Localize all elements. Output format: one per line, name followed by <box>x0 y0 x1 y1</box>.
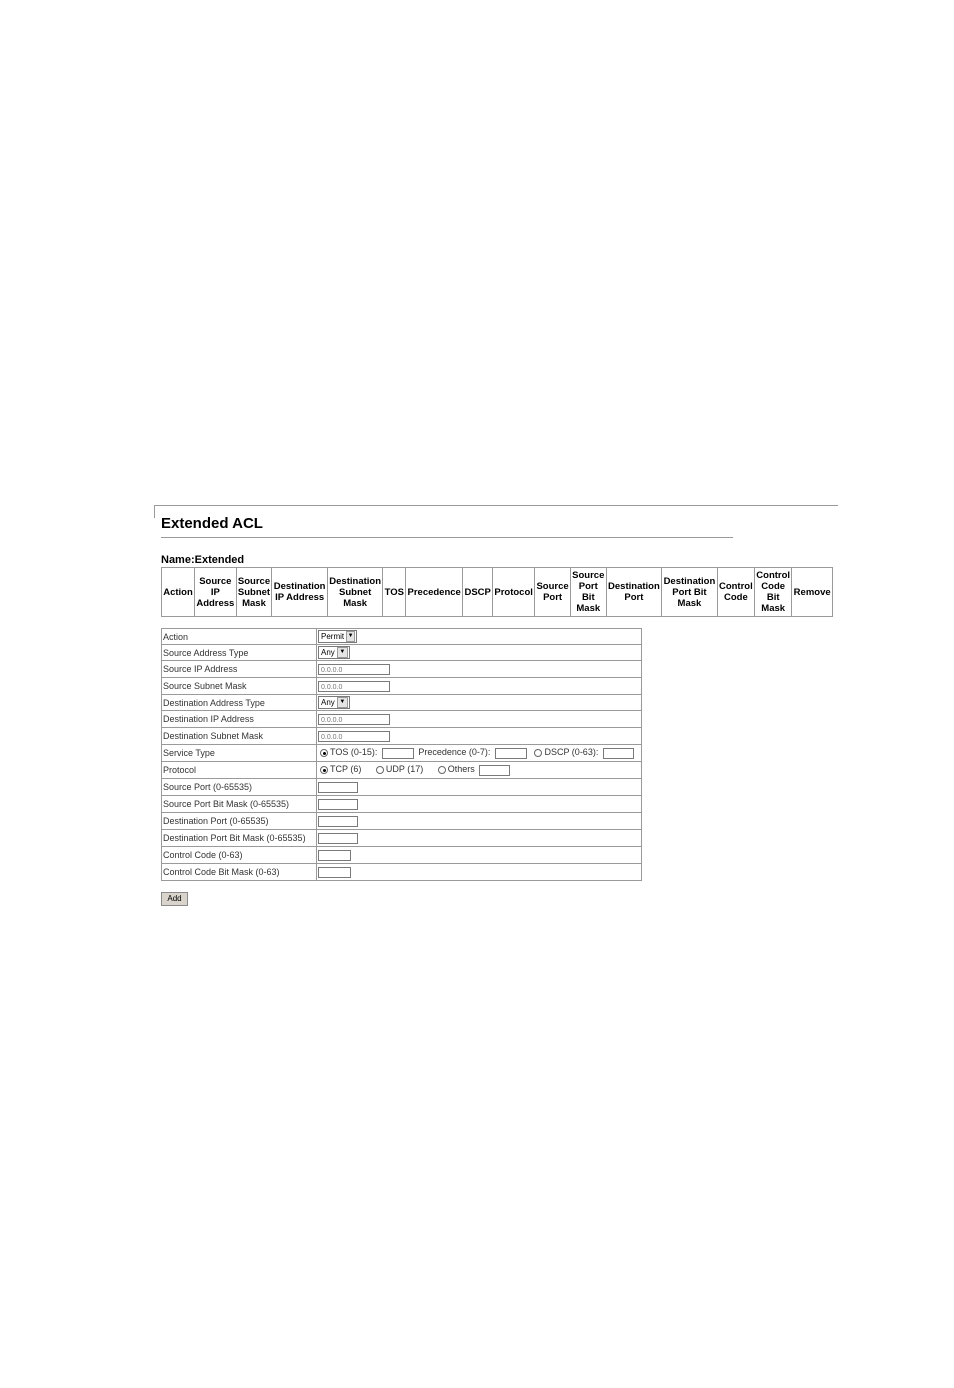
tos-input[interactable] <box>382 748 414 759</box>
form-row-dest-ip <box>162 711 642 728</box>
column-header-line: IP Address <box>275 592 325 603</box>
column-header <box>606 568 662 617</box>
action-select[interactable] <box>318 630 357 643</box>
form-row-dest-port-mask <box>162 830 642 847</box>
dest-mask-cell <box>317 728 642 745</box>
frame-top-border <box>154 505 838 506</box>
page-title: Extended ACL <box>161 515 263 532</box>
form-row-source-address-type <box>162 645 642 661</box>
source-address-type-cell <box>317 645 642 661</box>
dest-port-mask-label: Destination Port Bit Mask (0-65535) <box>162 830 317 847</box>
acl-rules-table <box>161 567 833 617</box>
column-header-line: Mask <box>677 597 702 609</box>
others-radio[interactable] <box>438 766 446 774</box>
others-protocol-input[interactable] <box>479 765 510 776</box>
column-header <box>493 568 535 617</box>
column-header-line: Source <box>536 581 569 592</box>
column-header-line: Mask <box>761 603 786 614</box>
protocol-label: Protocol <box>162 762 317 779</box>
action-cell <box>317 629 642 645</box>
column-header <box>755 568 792 617</box>
dest-port-label: Destination Port (0-65535) <box>162 813 317 830</box>
column-header-line: Bit <box>766 592 780 603</box>
form-row-protocol <box>162 762 642 779</box>
source-mask-input[interactable]: 0.0.0.0 <box>318 681 390 692</box>
column-header-line: Address <box>196 597 235 609</box>
column-header-line: DSCP <box>464 586 491 598</box>
column-header-line: Subnet <box>339 586 372 598</box>
column-header-line: Source <box>199 575 232 587</box>
column-header-line: Source <box>572 570 605 581</box>
source-mask-cell <box>317 678 642 695</box>
form-row-control-code-mask <box>162 864 642 881</box>
column-header <box>236 568 272 617</box>
control-code-cell <box>317 847 642 864</box>
column-header <box>662 568 718 617</box>
control-code-input[interactable] <box>318 850 351 861</box>
dest-ip-cell <box>317 711 642 728</box>
source-address-type-select[interactable] <box>318 646 350 659</box>
form-row-source-port <box>162 779 642 796</box>
dest-port-cell <box>317 813 642 830</box>
column-header <box>570 568 606 617</box>
column-header <box>535 568 571 617</box>
column-header-line: Remove <box>793 586 831 598</box>
chevron-down-icon: ▼ <box>337 647 348 658</box>
rules-header-row <box>162 568 833 617</box>
dest-address-type-select[interactable] <box>318 696 350 709</box>
dest-port-mask-cell <box>317 830 642 847</box>
source-mask-label: Source Subnet Mask <box>162 678 317 695</box>
form-row-dest-mask <box>162 728 642 745</box>
dest-port-input[interactable] <box>318 816 358 827</box>
column-header-line: Destination <box>608 581 660 592</box>
column-header-line: TOS <box>384 586 404 598</box>
source-address-type-value: Any <box>321 648 335 657</box>
dscp-radio[interactable] <box>534 749 542 757</box>
column-header-line: Port <box>578 581 598 592</box>
column-header-line: Subnet <box>237 586 271 598</box>
source-port-input[interactable] <box>318 782 358 793</box>
udp-option-label: UDP (17) <box>385 764 424 775</box>
column-header-line: Mask <box>343 597 368 609</box>
service-type-cell <box>317 745 642 762</box>
form-row-source-port-mask <box>162 796 642 813</box>
add-button[interactable]: Add <box>161 892 188 906</box>
column-header <box>162 568 195 617</box>
form-row-service-type <box>162 745 642 762</box>
column-header-line: Destination <box>329 575 382 587</box>
column-header-line: Control <box>756 570 791 581</box>
protocol-cell <box>317 762 642 779</box>
action-select-value: Permit <box>321 632 345 641</box>
udp-radio[interactable] <box>376 766 384 774</box>
column-header-line: Protocol <box>494 586 533 598</box>
dscp-option-label: DSCP (0-63): <box>544 747 599 758</box>
column-header <box>463 568 493 617</box>
column-header <box>792 568 833 617</box>
dest-mask-label: Destination Subnet Mask <box>162 728 317 745</box>
form-row-control-code <box>162 847 642 864</box>
control-code-mask-cell <box>317 864 642 881</box>
column-header-line: Mask <box>242 597 266 609</box>
column-header-line: Code <box>723 592 748 603</box>
tcp-option-label: TCP (6) <box>330 764 362 775</box>
tos-option-label: TOS (0-15): <box>330 747 378 758</box>
dscp-input[interactable] <box>603 748 634 759</box>
source-port-label: Source Port (0-65535) <box>162 779 317 796</box>
dest-address-type-cell <box>317 695 642 711</box>
column-header-line: IP <box>210 586 220 598</box>
source-ip-cell <box>317 661 642 678</box>
chevron-down-icon: ▼ <box>346 631 355 642</box>
column-header-line: Source <box>237 575 271 587</box>
column-header-line: Destination <box>273 581 326 592</box>
column-header-line: Port <box>624 592 644 603</box>
column-header-line: Action <box>163 586 193 598</box>
precedence-input[interactable] <box>495 748 527 759</box>
column-header-line: Mask <box>576 603 601 614</box>
form-row-source-mask <box>162 678 642 695</box>
control-code-mask-input[interactable] <box>318 867 351 878</box>
column-header <box>327 568 383 617</box>
column-header-line: Control <box>718 581 753 592</box>
precedence-option-label: Precedence (0-7): <box>418 747 491 758</box>
source-port-mask-label: Source Port Bit Mask (0-65535) <box>162 796 317 813</box>
control-code-label: Control Code (0-63) <box>162 847 317 864</box>
acl-entry-form <box>161 628 642 881</box>
source-ip-label: Source IP Address <box>162 661 317 678</box>
column-header <box>272 568 328 617</box>
column-header-line: Port <box>543 592 563 603</box>
column-header <box>406 568 463 617</box>
dest-address-type-value: Any <box>321 698 335 707</box>
title-divider <box>161 537 733 538</box>
action-label: Action <box>162 629 317 645</box>
tcp-radio[interactable] <box>320 766 328 774</box>
control-code-mask-label: Control Code Bit Mask (0-63) <box>162 864 317 881</box>
column-header <box>195 568 237 617</box>
others-option-label: Others <box>447 764 475 775</box>
form-row-dest-port <box>162 813 642 830</box>
column-header-line: Bit <box>581 592 595 603</box>
column-header <box>383 568 406 617</box>
dest-mask-input[interactable]: 0.0.0.0 <box>318 731 390 742</box>
service-type-label: Service Type <box>162 745 317 762</box>
form-row-action <box>162 629 642 645</box>
form-row-dest-address-type <box>162 695 642 711</box>
chevron-down-icon: ▼ <box>337 697 348 708</box>
column-header-line: Precedence <box>407 586 461 598</box>
acl-name-label: Name:Extended <box>161 554 245 566</box>
tos-radio[interactable] <box>320 749 328 757</box>
source-ip-input[interactable]: 0.0.0.0 <box>318 664 390 675</box>
column-header-line: Port Bit <box>672 586 707 598</box>
dest-address-type-label: Destination Address Type <box>162 695 317 711</box>
dest-ip-input[interactable]: 0.0.0.0 <box>318 714 390 725</box>
dest-ip-label: Destination IP Address <box>162 711 317 728</box>
source-port-mask-input[interactable] <box>318 799 358 810</box>
source-port-cell <box>317 779 642 796</box>
form-row-source-ip <box>162 661 642 678</box>
column-header-line: Destination <box>663 575 716 587</box>
source-port-mask-cell <box>317 796 642 813</box>
frame-left-border <box>154 505 155 518</box>
column-header <box>717 568 754 617</box>
column-header-line: Code <box>761 581 786 592</box>
source-address-type-label: Source Address Type <box>162 645 317 661</box>
dest-port-mask-input[interactable] <box>318 833 358 844</box>
